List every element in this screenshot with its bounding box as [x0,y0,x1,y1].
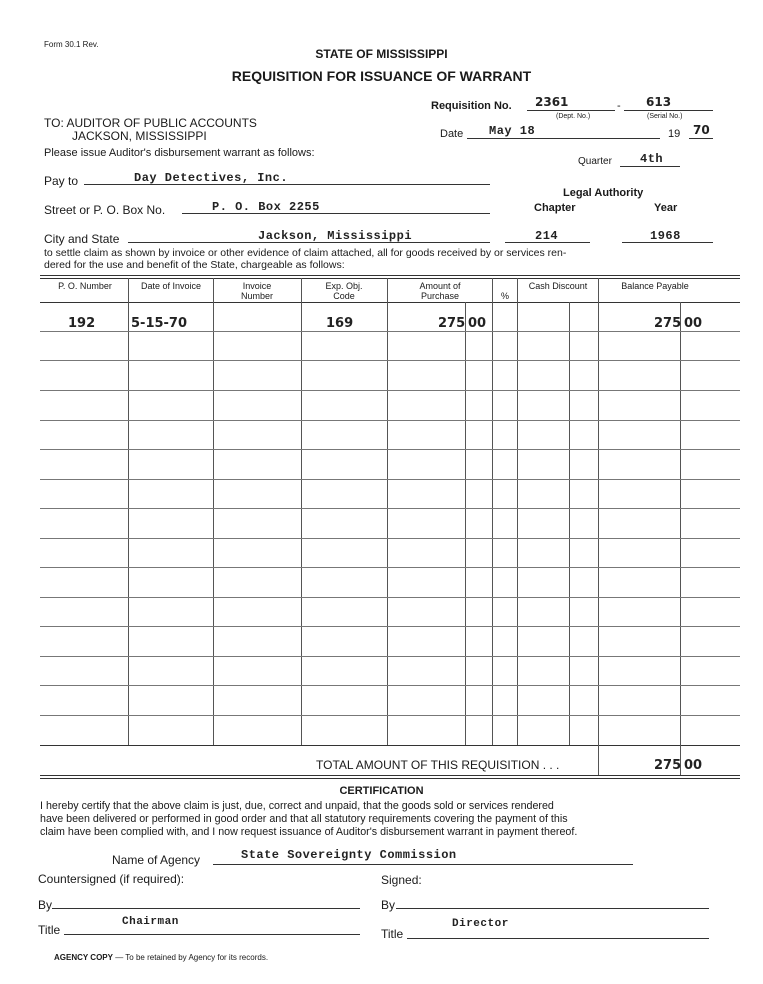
row-amount-cents: 00 [468,316,487,331]
table-bottom-border [40,745,740,746]
row-line [40,508,740,509]
header-exp: Exp. Obj. Code [325,281,363,301]
dash: - [617,100,621,112]
requisition-label: Requisition No. [431,100,512,112]
row-date: 5-15-70 [131,316,188,331]
total-dollars: 275 [654,758,682,773]
header-invoice: Invoice Number [240,281,273,301]
certification-line3: claim have been complied with, and I now request issuance of Auditor's disbursement warrant in payment thereof. [40,826,578,838]
footer [54,953,268,962]
row-po: 192 [68,316,96,331]
year-label: Year [654,202,678,214]
row-line [40,360,740,361]
quarter-label: Quarter [578,156,612,167]
row-line [40,331,740,332]
col-divider [492,278,493,745]
col-divider [598,278,599,745]
row-line [40,626,740,627]
countersigned-label: Countersigned (if required): [38,872,185,886]
signed-label: Signed: [381,873,422,887]
header-balance: Balance Payable [621,281,689,291]
title-field-left[interactable] [64,916,360,935]
date-value: May 18 [489,124,536,138]
year-value: 70 [693,123,710,137]
total-rule [40,775,740,776]
row-line [40,390,740,391]
serial-no-field[interactable] [624,96,713,111]
street-field[interactable] [182,199,490,214]
dept-no-value: 2361 [535,95,569,109]
row-line [40,420,740,421]
col-divider-cents [569,302,570,745]
street-label: Street or P. O. Box No. [44,203,166,217]
row-line [40,715,740,716]
title-label-right: Title [381,927,404,941]
legal-year-field[interactable] [622,228,713,243]
pay-to-label: Pay to [44,174,79,188]
header-date: Date of Invoice [140,281,202,291]
col-divider [128,278,129,745]
chapter-value: 214 [535,229,559,243]
row-line [40,656,740,657]
row-line [40,567,740,568]
instruction-text: Please issue Auditor's disbursement warrant as follows: [44,147,315,159]
certification-line2: have been delivered or performed in good order and that all statutory requirements covering the payment of this [40,813,568,825]
col-divider [387,278,388,745]
header-amount: Amount of Purchase [419,281,461,301]
state-heading: STATE OF MISSISSIPPI [315,47,448,61]
table-top-border-2 [40,278,740,279]
serial-caption: (Serial No.) [647,113,683,120]
row-exp: 169 [326,316,354,331]
to-line1: TO: AUDITOR OF PUBLIC ACCOUNTS [44,116,257,130]
row-line [40,449,740,450]
col-divider-cents [680,302,681,745]
total-cents: 00 [684,758,703,773]
chapter-label: Chapter [534,202,576,214]
city-field[interactable] [128,228,490,243]
table-top-border [40,275,740,276]
agency-label: Name of Agency [112,853,201,867]
title-value-left: Chairman [122,916,179,928]
dept-no-field[interactable] [527,96,615,111]
year-prefix: 19 [668,128,681,140]
quarter-value: 4th [640,152,664,166]
legal-authority-label: Legal Authority [563,187,644,199]
settle-text-1: to settle claim as shown by invoice or other evidence of claim attached, all for goods received by or services ren- [44,247,567,259]
street-value: P. O. Box 2255 [212,200,320,214]
header-pct: % [500,291,509,301]
date-label: Date [440,128,464,140]
to-line2: JACKSON, MISSISSIPPI [72,129,207,143]
city-label: City and State [44,232,120,246]
row-line [40,685,740,686]
row-line [40,538,740,539]
row-balance-cents: 00 [684,316,703,331]
settle-text-2: dered for the use and benefit of the State, chargeable as follows: [44,259,345,271]
col-divider-cents [465,302,466,745]
agency-copy-note: — To be retained by Agency for its records. [115,953,269,962]
total-label: TOTAL AMOUNT OF THIS REQUISITION . . . [316,758,560,772]
certification-title: CERTIFICATION [339,785,424,797]
by-label-right: By [381,898,396,912]
by-label-left: By [38,898,53,912]
total-rule-2 [40,778,740,779]
col-divider [301,278,302,745]
agency-value: State Sovereignty Commission [241,848,457,862]
header-discount: Cash Discount [528,281,588,291]
chapter-field[interactable] [505,228,590,243]
header-po: P. O. Number [58,281,112,291]
title-field-right[interactable] [407,918,709,939]
row-balance-dollars: 275 [654,316,682,331]
pay-to-field[interactable] [84,170,490,185]
total-divider [598,745,599,775]
serial-no-value: 613 [646,95,672,109]
row-line [40,597,740,598]
legal-year-value: 1968 [650,229,681,243]
agency-copy-label: AGENCY COPY [54,953,113,962]
by-field-left[interactable] [52,896,360,909]
col-divider [517,278,518,745]
dept-caption: (Dept. No.) [556,113,591,120]
table-header-border [40,302,740,303]
certification-line1: I hereby certify that the above claim is just, due, correct and unpaid, that the goods sold or services rendered [40,800,554,812]
city-value: Jackson, Mississippi [258,229,413,243]
form-title: REQUISITION FOR ISSUANCE OF WARRANT [231,68,532,84]
title-value-right: Director [452,918,509,930]
pay-to-value: Day Detectives, Inc. [134,171,289,185]
agency-field[interactable] [213,850,633,865]
row-amount-dollars: 275 [438,316,466,331]
row-line [40,479,740,480]
col-divider [213,278,214,745]
year-field[interactable] [689,124,713,139]
by-field-right[interactable] [396,896,709,909]
form-number: Form 30.1 Rev. [44,40,99,49]
date-field[interactable] [467,124,660,139]
title-label-left: Title [38,923,61,937]
quarter-field[interactable] [620,152,680,167]
